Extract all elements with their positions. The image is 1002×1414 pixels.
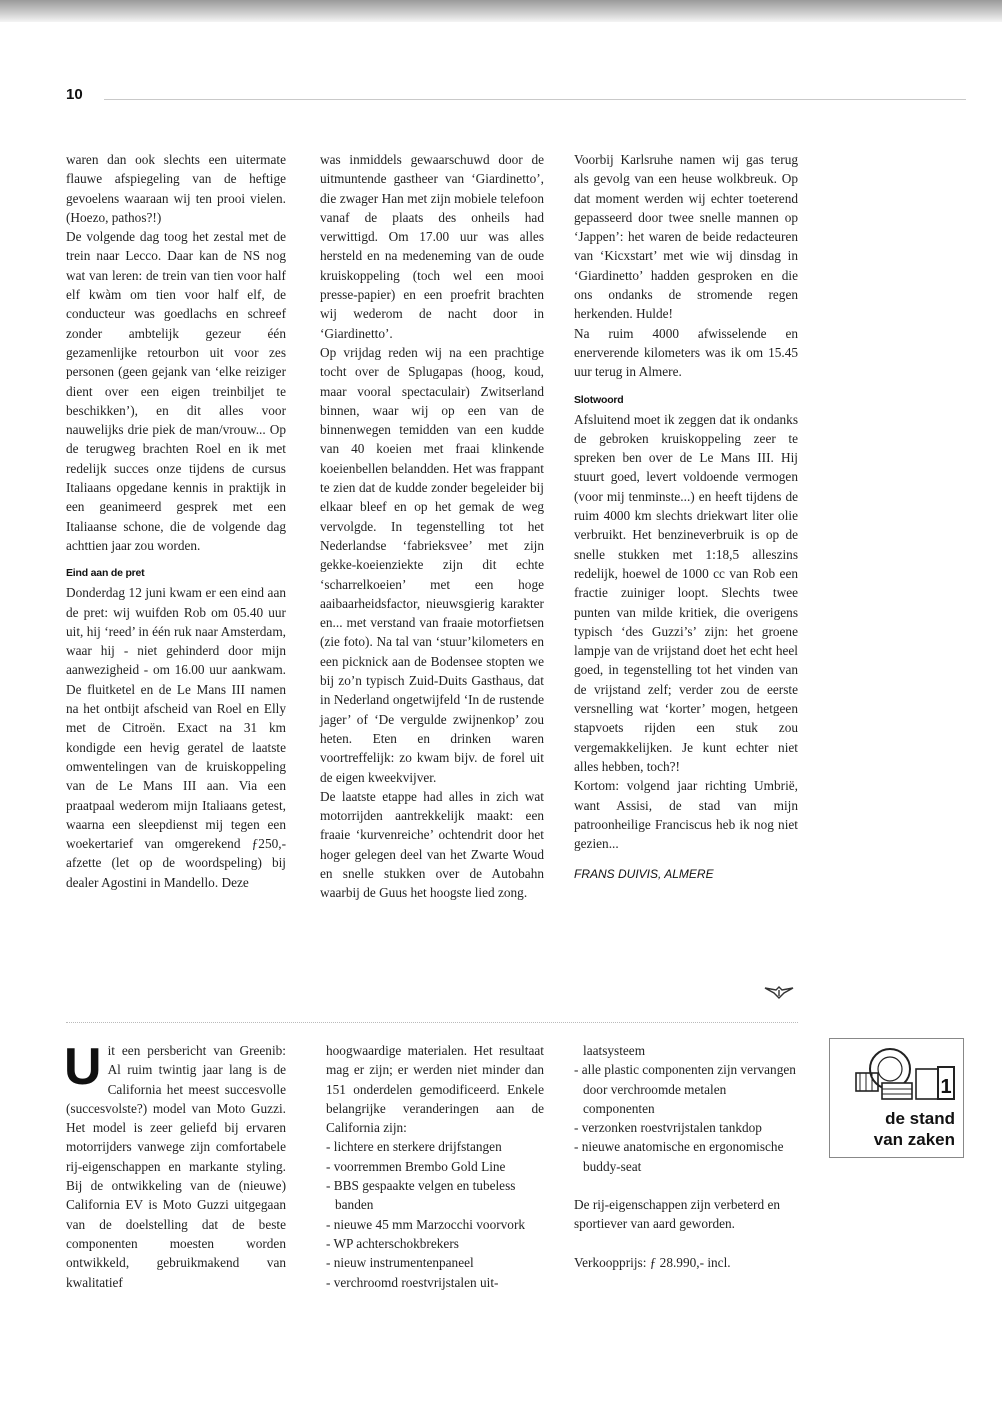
drop-cap: U <box>64 1038 102 1096</box>
header-rule <box>104 99 966 100</box>
news-text: hoogwaardige materialen. Het resultaat mag er zijn; er werden niet minder dan 151 onderdelen gemodificeerd. Enkele belangrijke veranderingen aan de California zijn: <box>326 1043 544 1136</box>
moto-guzzi-eagle-icon <box>764 984 794 1000</box>
logo-line-1: de stand <box>885 1109 955 1128</box>
news-text: it een persbericht van Greenib: Al ruim twintig jaar lang is de California het meest succesvolle (succesvolste?) model van Moto Guzzi. Het model is zeer geliefd bij ervaren motorrijders vanwege zijn comfortabele rij-eigenschappen en markante styling. Bij de ontwikkeling van de (nieuwe) California EV is Moto Guzzi uitgegaan van de doelstelling dat de beste componenten moesten worden ontwikkeld, gebruikmakend van kwalitatief <box>66 1043 286 1290</box>
list-item: - alle plastic componenten zijn vervangen door verchroomde metalen componenten <box>574 1062 796 1116</box>
news-column-2 <box>326 1041 544 1292</box>
news-column-1 <box>64 1038 286 1292</box>
article-column-2 <box>320 150 544 903</box>
section-separator <box>66 1022 798 1023</box>
paragraph: Donderdag 12 juni kwam er een eind aan de pret: wij wuifden Rob om 05.40 uur uit, hij ‘reed’ in één ruk naar Amsterdam, waar hij - niet gehinderd door mijn aanwezigheid - om 16.00 uur aankwam. De fluitketel en de Le Mans III namen na het ontbijt afscheid van Roel en Elly met de Citroën. Exact na 31 km kondigde een hevig geratel de laatste omwentelingen van de kruiskoppeling van de Le Mans III aan. Via een praatpaal wederom mijn Italiaans getest, waarna een sleepdienst mij tegen een woekertarief van omgerekend ƒ250,- afzette (let op de woordspeling) bij dealer Agostini in Mandello. Deze <box>66 585 286 890</box>
logo-line-2: van zaken <box>873 1130 955 1149</box>
article-column-1 <box>66 150 286 892</box>
list-item: - BBS gespaakte velgen en tubeless banden <box>326 1178 516 1213</box>
list-item: - nieuwe 45 mm Marzocchi voorvork <box>326 1216 526 1232</box>
list-item: - verzonken roestvrijstalen tankdop <box>574 1120 762 1136</box>
paragraph: waren dan ook slechts een uitermate flauwe afspiegeling van de heftige gevoelens waaraan wij ten prooi vielen. (Hoezo, pathos?!) <box>66 152 286 225</box>
scan-top-edge <box>0 0 1002 22</box>
motorcycle-engine-icon <box>838 1043 958 1105</box>
badge-number: 1 <box>940 1076 952 1098</box>
price-line: Verkoopprijs: ƒ 28.990,- incl. <box>574 1254 731 1270</box>
list-item: - verchroomd roestvrijstalen uit- <box>326 1274 499 1290</box>
de-stand-van-zaken-logo <box>829 1038 964 1158</box>
paragraph: Voorbij Karlsruhe namen wij gas terug als gevolg van een heuse wolkbreuk. Op dat moment werden wij echter toeterend gepasseerd door twee snelle mannen op ‘Jappen’: het waren de beide redacteuren van ‘Kicxstart’ met wie wij dinsdag in ‘Giardinetto’ hadden gesproken en die ons ondanks de stromende regen herkenden. Hulde! <box>574 152 798 322</box>
paragraph: De volgende dag toog het zestal met de trein naar Lecco. Daar kan de NS nog wat van leren: de trein van tien voor half elf kwàm om tien voor half elf, de conducteur was goedlachs en schreef zonder ambtelijk gezeur één gezamenlijke retourbon uit voor zes personen (geen gejank van ‘elke reiziger dient over een eigen treinbiljet te beschikken’), en dit alles voor nauwelijks drie piek de man/vrouw... Op de terugweg brachten Roel en ik met redelijk succes onze tijdens de cursus Italiaans opgedane kennis in praktijk in een geanimeerd gesprek met een Italiaanse schone, die de volgende dag achttien jaar zou worden. <box>66 229 286 553</box>
list-item: - lichtere en sterkere drijfstangen <box>326 1139 502 1155</box>
author-signature: FRANS DUIVIS, ALMERE <box>574 867 714 882</box>
section-heading: Eind aan de pret <box>66 567 145 580</box>
news-text: De rij-eigenschappen zijn verbeterd en sportiever van aard geworden. <box>574 1197 781 1232</box>
changes-list <box>574 1041 798 1176</box>
paragraph: was inmiddels gewaarschuwd door de uitmuntende gastheer van ‘Giardinetto’, die zwager Han met zijn mobiele telefoon vanaf de plaats des onheils had verwittigd. Om 17.00 uur was alles hersteld en na medeneming van de oude kruiskoppeling (toch wel een mooi presse-papier) en een proefrit brachten wij wederom de nacht door in ‘Giardinetto’. <box>320 152 544 341</box>
news-column-3 <box>574 1041 798 1272</box>
list-item: - nieuw instrumentenpaneel <box>326 1255 474 1271</box>
paragraph: Na ruim 4000 afwisselende en enerverende kilometers was ik om 15.45 uur terug in Almere. <box>574 325 798 380</box>
paragraph: De laatste etappe had alles in zich wat motorrijden aantrekkelijk maakt: een fraaie ‘kurvenreiche’ ochtendrit door het hoger gelegen deel van het Zwarte Woud en snelle stukken over de Autobahn waarbij de Guus het hoogste lied zong. <box>320 788 544 901</box>
paragraph: Afsluitend moet ik zeggen dat ik ondanks de gebroken kruiskoppeling zeer te spreken ben over de Le Mans III. Hij stuurt goed, levert voldoende vermogen (voor mij tenminste...) en heeft tijdens de ruim 4000 km slechts driekwart liter olie verbruikt. Het benzineverbruik is op de snelle stukken met 1:18,5 alleszins redelijk, hoewel de 1000 cc van Rob een fractie zuiniger loopt. Slechts twee punten van milde kritiek, die overigens typisch ‘des Guzzi’s’ zijn: het groene lampje van de vrijstand doet het echt heel goed, in tegenstelling tot het vinden van de vrijstand zelf; verder zou de eerste versnelling wat ‘korter’ mogen, hetgeen stapvoets rijden een stuk zou vergemakkelijken. Je kunt echter niet alles hebben, toch?! <box>574 411 798 774</box>
article-column-3 <box>574 150 798 881</box>
changes-list <box>326 1137 544 1291</box>
list-item: - voorremmen Brembo Gold Line <box>326 1158 506 1174</box>
page-number: 10 <box>66 86 83 103</box>
list-item: laatsysteem <box>583 1043 646 1058</box>
list-item: - nieuwe anatomische en ergonomische buddy-seat <box>574 1139 784 1174</box>
list-item: - WP achterschokbrekers <box>326 1235 459 1251</box>
section-heading: Slotwoord <box>574 393 624 406</box>
paragraph: Op vrijdag reden wij na een prachtige tocht over de Splugapas (hoog, koud, maar vooral spectaculair) Zwitserland binnen, waar wij op een van de binnenwegen temidden van een kudde van 40 koeien met fraai klinkende koeienbellen belandden. Het was frappant te zien dat de kudde zonder begeleider bij elkaar bleef en op het gemak de weg vervolgde. In tegenstelling tot het Nederlandse ‘fabrieksvee’ met zijn gekke-koeienziekte zijn dit echte ‘scharrelkoeien’ met een hoge aaibaarheidsfactor, nieuwsgierig karakter en... met verstand van fraaie motorfietsen (zie foto). Na tal van ‘stuur’kilometers en een picknick aan de Bodensee stopten we bij zo’n typisch Zuid-Duits Gasthaus, dat in Nederland ongetwijfeld ‘In de rustende jager’ of ‘De vergulde zwijnenkop’ zou heten. Eten en drinken waren voortreffelijk: zo kwam bijv. de forel uit de eigen kweekvijver. <box>320 344 544 785</box>
paragraph: Kortom: volgend jaar richting Umbrië, want Assisi, de stad van mijn patroonheilige Franciscus heb ik nog niet gezien... <box>574 778 798 852</box>
